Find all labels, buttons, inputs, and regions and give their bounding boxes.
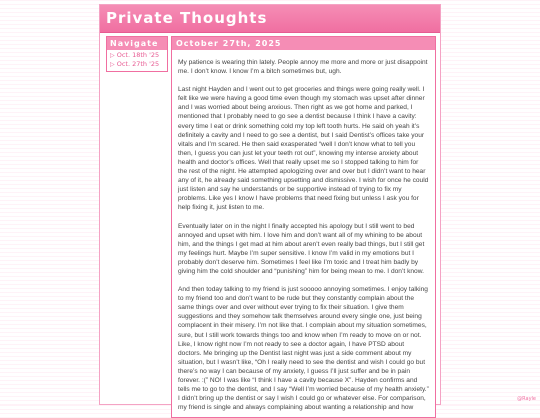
blog-title: Private Thoughts (106, 9, 268, 27)
nav-item-oct-18[interactable] (110, 51, 164, 60)
navigation-box (106, 36, 168, 72)
post-box (171, 36, 436, 418)
blog-page (99, 4, 441, 412)
nav-item-label: Oct. 27th '25 (116, 60, 160, 68)
post-paragraph: My patience is wearing thin lately. People annoy me more and more or just disappoint me. I don’t know. I know I’m a bitch sometimes but, ugh. (178, 59, 428, 76)
triangle-right-icon: ▷ (110, 52, 115, 59)
post-body (172, 50, 435, 412)
nav-list (107, 50, 167, 71)
watermark: @Rayle (517, 396, 536, 402)
blog-header (100, 5, 440, 33)
post-paragraph: Eventually later on in the night I finally accepted his apology but I still went to bed annoyed and upset with him. I love him and don’t want all of my whining to be about him, and the things I get mad at him about aren’t even really bad things, but I still get my feelings hurt. Maybe I’m super sensitive. I know I’m valid in my emotions but I probably don’t deserve him. Sometimes I feel like I’m toxic and I treat him badly by giving him the cold shoulder and “punishing” him for being mean to me. I don’t know. (178, 222, 425, 275)
post-paragraph: And then today talking to my friend is just sooooo annoying sometimes. I enjoy talking to my friend too and don’t want to be rude but they constantly complain about the same things over and over without ever trying to fix their situation. I give them suggestions and they somehow talk themselves around every single one, just being complacent in their misery. I’m not like that. I complain about my situation sometimes, sure, but I still work towards things too and know when I’m ready to move on or not. Like, I know right now I’m not ready to see a doctor again, I have PTSD about doctors. Me bringing up the Dentist last night was just a side comment about my situation, but I wasn’t like, “Oh I really need to see the dentist and wish I could go but there’s no way I can because of my anxiety, I guess I’ll just suffer and be in pain forever. :(” NO! I was like “I think I have a cavity because X”. Hayden confirms and tells me to go to the dentist, and I say “Well I’m worried because of my health anxiety.” I didn’t bring up the dentist or say I wish I could go or whatever else. For comparison, my friend is single and always complaining about wanting a relationship and how (178, 286, 429, 412)
nav-item-label: Oct. 18th '25 (116, 51, 160, 59)
post-paragraph: Last night Hayden and I went out to get groceries and things were going really well. I felt like we were having a good time even though my stomach was upset after dinner and I was worried about being anxious. Then right as we got home and parked, I mentioned that I probably need to go see a dentist because I think I have a cavity: every time I eat or drink something cold my top left tooth hurts. He said oh yeah it’s definitely a cavity and I need to go see a dentist, but I said Dentist’s offices take your vitals and I’m scared. He then said exasperated “well I don’t know what to tell you then, I guess you can just let your teeth rot out”, knowing my intense anxiety about health and doctor’s offices. Well that really upset me so I stopped talking to him for the rest of the night. He attempted apologizing over and over but I didn’t want to hear any of it, he already said something upsetting and dismissive. I wish for once he could just listen and say he understands or be supportive instead of trying to fix my problems. Like yes I know I have problems that need fixing but unless I ask you for help fixing it, just listen to me. (178, 86, 429, 212)
triangle-right-icon: ▷ (110, 61, 115, 68)
nav-item-oct-27[interactable] (110, 60, 164, 69)
nav-title: Navigate (107, 37, 167, 50)
post-date: October 27th, 2025 (172, 37, 435, 50)
